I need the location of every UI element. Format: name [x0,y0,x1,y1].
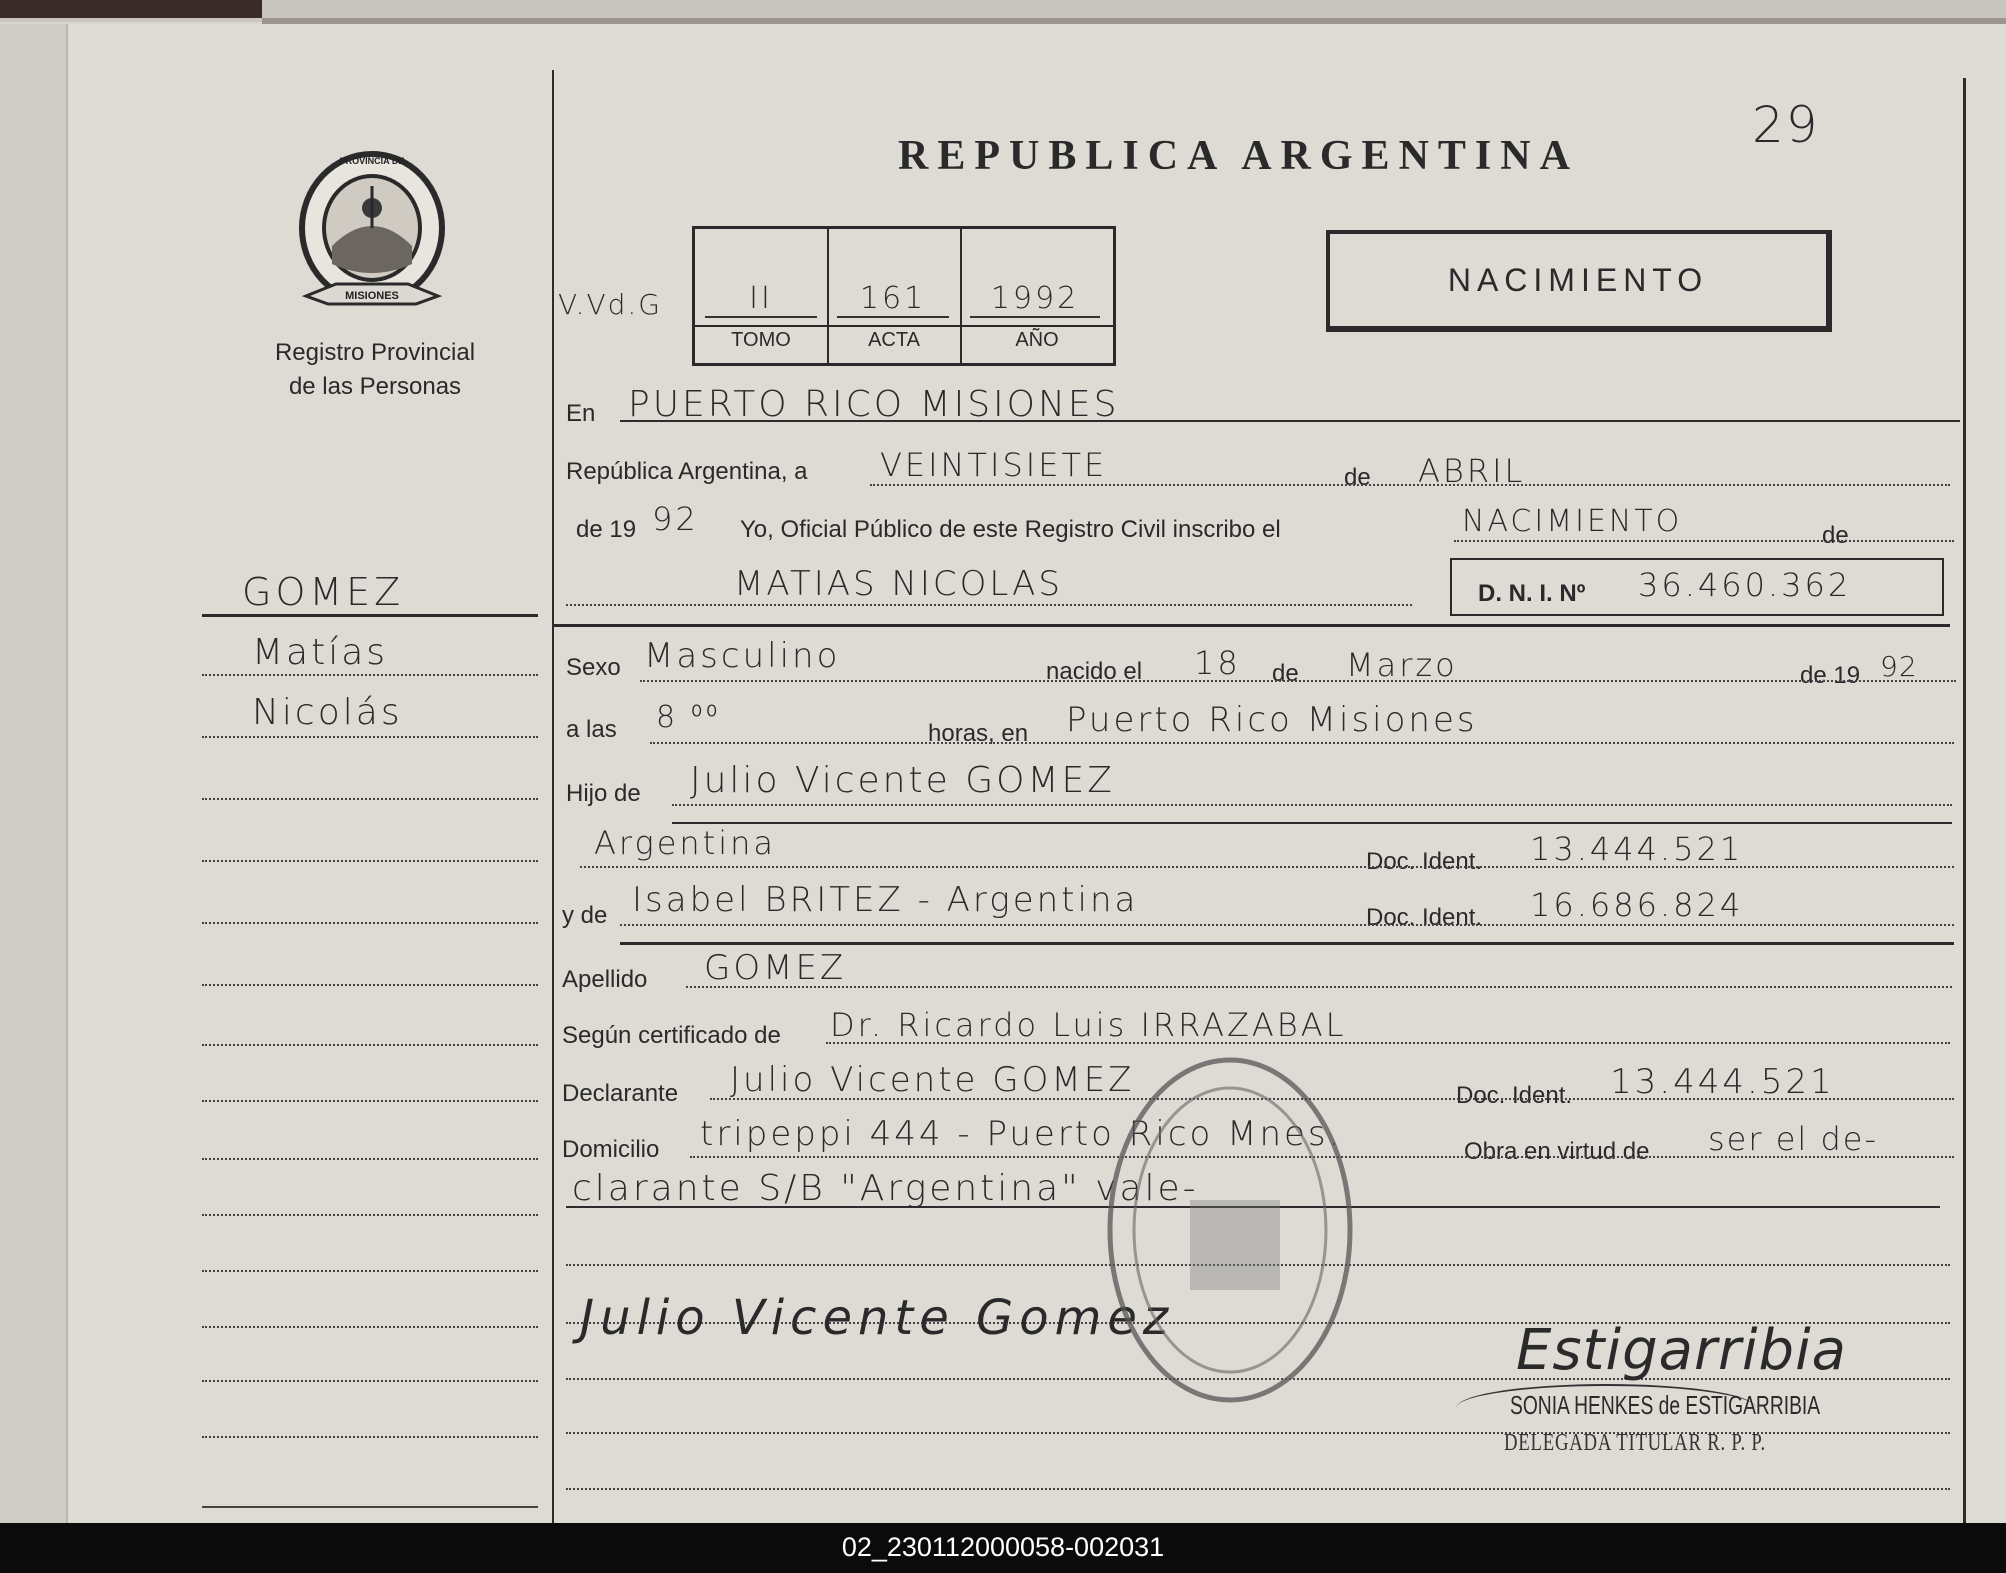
official-name: SONIA HENKES de ESTIGARRIBIA [1510,1390,1821,1420]
provincial-seal-logo [296,146,448,310]
declarante-label: Declarante [562,1080,679,1107]
mother-name-value: Isabel BRITEZ - Argentina [632,880,1139,920]
dni-label: D. N. I. Nº [1478,580,1586,607]
acta-label: ACTA [868,329,920,351]
nacido-label: nacido el [1046,658,1143,685]
sexo-label: Sexo [566,654,621,681]
margin-note: V.Vd.G [558,288,662,321]
child-name-value: MATIAS NICOLAS [734,564,1063,604]
book-left-page [0,24,68,1524]
doc-label-father: Doc. Ident. [1366,848,1483,875]
hour-value: 8 ⁰⁰ [656,700,721,735]
volume-box [692,226,1116,366]
country-heading: REPUBLICA ARGENTINA [898,133,1579,179]
birth-place-value: Puerto Rico Misiones [1066,700,1478,740]
de19-label-b: de 19 [1800,662,1861,689]
alas-label: a las [566,716,617,743]
dni-box [1450,558,1944,616]
tomo-value: II [705,281,817,318]
page-number: 29 [1752,96,1820,154]
anio-label: AÑO [1015,329,1059,351]
de19-label: de 19 [576,516,637,543]
month-value: ABRIL [1418,452,1526,490]
rule [620,420,1960,422]
declarant-value: Julio Vicente GOMEZ [730,1060,1135,1100]
hijo-label: Hijo de [566,780,641,807]
birth-year-suffix: 92 [1880,650,1918,683]
acta-value: 161 [837,281,949,318]
act-type-box: NACIMIENTO [1326,230,1832,332]
day-words-value: VEINTISIETE [880,446,1108,484]
year-suffix-value: 92 [652,500,699,538]
segun-label: Según certificado de [562,1022,781,1049]
de-label-2: de [1822,522,1849,549]
mother-doc-value: 16.686.824 [1530,886,1744,924]
page-right-border [1963,78,1966,1524]
rule [554,624,1950,627]
doc-label-mother: Doc. Ident. [1366,904,1483,931]
registry-line1: Registro Provincial [274,339,476,366]
place-value: PUERTO RICO MISIONES [628,384,1120,425]
dni-value: 36.460.362 [1638,566,1852,604]
footer-code: 02_230112000058-002031 [841,1532,1165,1562]
certificate-by-value: Dr. Ricardo Luis IRRAZABAL [830,1006,1347,1044]
domicilio-label: Domicilio [562,1136,660,1163]
tomo-label: TOMO [731,329,791,351]
de-label: de [1344,464,1371,491]
anio-value: 1992 [970,281,1100,318]
yo-text: Yo, Oficial Público de este Registro Civil inscribo el [740,516,1281,543]
book-top-edge [0,0,2006,22]
svg-text:MISIONES: MISIONES [345,290,399,302]
side-given-1: Matías [252,632,389,673]
rule [620,942,1954,945]
apellido-value: GOMEZ [704,948,847,988]
birth-day-value: 18 [1194,644,1241,682]
yde-label: y de [562,902,608,929]
act-written-value: NACIMIENTO [1462,504,1683,539]
father-doc-value: 13.444.521 [1530,830,1744,868]
side-given-2: Nicolás [252,692,403,733]
birth-month-value: Marzo [1346,646,1458,684]
declarant-doc-value: 13.444.521 [1610,1062,1835,1102]
declarant-signature: Julio Vicente Gomez [580,1290,1175,1346]
sex-value: Masculino [644,636,841,676]
obra-value: ser el de- [1708,1120,1878,1158]
side-surname: GOMEZ [242,570,405,614]
horas-label: horas, en [928,720,1029,747]
obra-value-2: clarante S/B "Argentina" vale- [572,1168,1199,1209]
de-label-3: de [1272,660,1299,687]
apellido-label: Apellido [562,966,648,993]
father-nationality-value: Argentina [594,824,776,862]
official-signature: Estigarribia [1516,1318,1847,1383]
official-stamp [1100,1050,1360,1410]
republica-label: República Argentina, a [566,458,808,485]
registry-line2: de las Personas [288,373,462,400]
obra-label: Obra en virtud de [1464,1138,1650,1165]
official-title: DELEGADA TITULAR R. P. P. [1504,1430,1767,1456]
doc-label-declarant: Doc. Ident. [1456,1082,1573,1109]
side-panel-divider [552,70,554,1524]
address-value: tripeppi 444 - Puerto Rico Mnes. [700,1114,1343,1154]
svg-text:PROVINCIA DE: PROVINCIA DE [339,156,405,166]
en-label: En [566,400,596,427]
registry-caption [238,336,512,404]
father-name-value: Julio Vicente GOMEZ [690,760,1115,801]
